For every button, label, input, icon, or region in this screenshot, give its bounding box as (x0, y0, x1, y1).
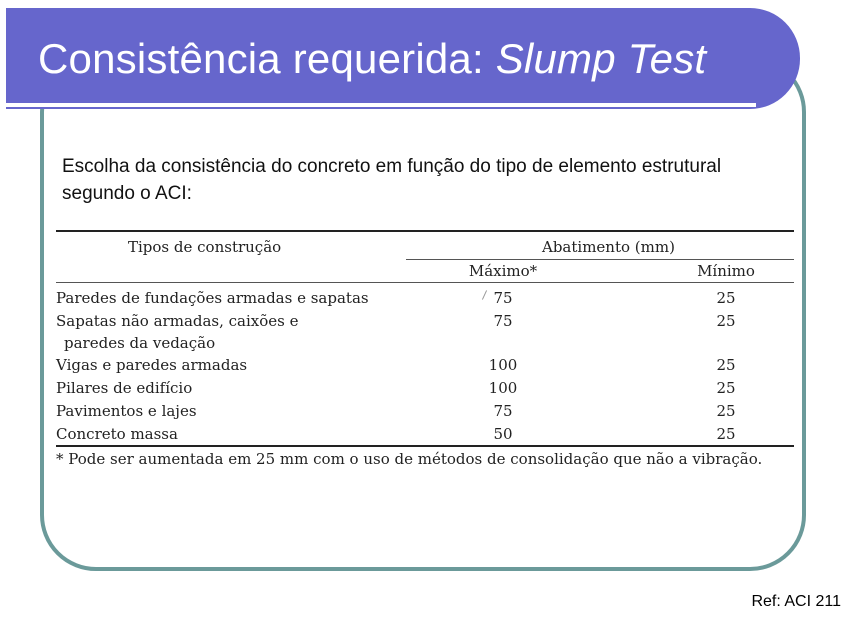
table-row-type-continuation: paredes da vedação (64, 334, 216, 352)
group-rule (406, 259, 794, 260)
header-construction-type: Tipos de construção (128, 238, 282, 256)
table-row-min: 25 (716, 425, 736, 443)
header-bottom-rule (56, 282, 794, 283)
table-row-type: Vigas e paredes armadas (56, 356, 248, 374)
table-row-max: 100 (488, 356, 518, 374)
reference-note: Ref: ACI 211 (751, 593, 841, 610)
title-underline (6, 103, 756, 107)
table-row-min: 25 (716, 379, 736, 397)
header-min: Mínimo (697, 262, 755, 280)
table-footnote: * Pode ser aumentada em 25 mm com o uso de métodos de consolidação que não a vibração. (56, 450, 763, 468)
table-row-min: 25 (716, 289, 736, 307)
intro-text: Escolha da consistência do concreto em função do tipo de elemento estrutural segundo o ACI: (62, 156, 722, 204)
table-row-max: 75 (493, 402, 513, 420)
header-slump-group: Abatimento (mm) (542, 238, 675, 256)
table-row-type: Concreto massa (56, 425, 178, 443)
title-italic: Slump Test (495, 35, 707, 82)
table-row-min: 25 (716, 312, 736, 330)
header-max: Máximo* (468, 262, 538, 280)
table-bottom-rule (56, 445, 794, 447)
title-bar (6, 8, 800, 109)
table-row-max: 100 (488, 379, 518, 397)
table-row-min: 25 (716, 402, 736, 420)
slide-title (38, 35, 706, 83)
table-row-max: 50 (493, 425, 513, 443)
title-regular: Consistência requerida: (38, 35, 496, 82)
table-row-min: 25 (716, 356, 736, 374)
table-top-rule (56, 230, 794, 232)
table-row-type: Sapatas não armadas, caixões e (56, 312, 299, 330)
table-row-type: Pavimentos e lajes (56, 402, 197, 420)
table-row-max: 75 (493, 312, 513, 330)
table-row-type: Paredes de fundações armadas e sapatas (56, 289, 369, 307)
table-row-type: Pilares de edifício (56, 379, 193, 397)
table-row-max: 75 (493, 289, 513, 307)
